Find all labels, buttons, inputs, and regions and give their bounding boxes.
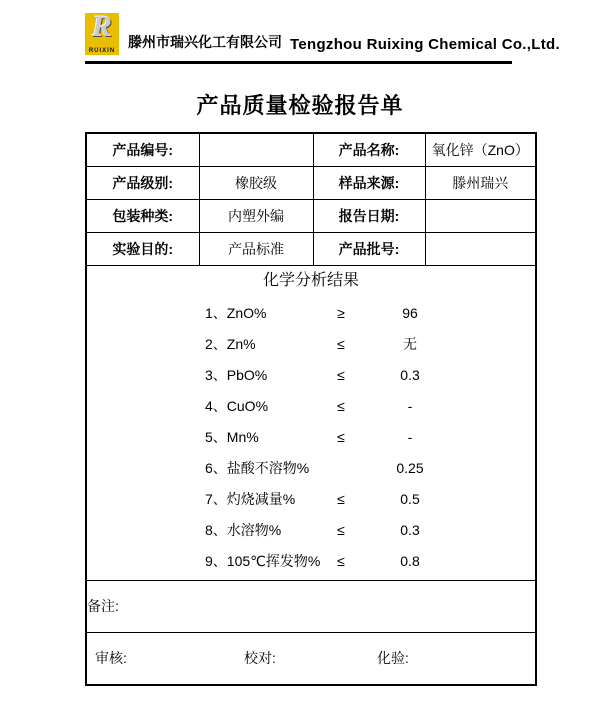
logo-brand-text: RUIXIN — [88, 48, 116, 54]
product-code-value — [199, 133, 313, 166]
product-name-label: 产品名称: — [313, 133, 425, 166]
table-row — [86, 199, 536, 232]
table-row — [86, 133, 536, 166]
product-code-label: 产品编号: — [86, 133, 199, 166]
analysis-item-name: 5、Mn% — [205, 429, 259, 445]
analysis-item-value: 0.3 — [400, 522, 420, 538]
analysis-item-value: 无 — [403, 336, 417, 352]
analysis-item-operator: ≤ — [337, 367, 345, 383]
proofread-label: 校对: — [244, 650, 276, 667]
analysis-item-name: 6、盐酸不溶物% — [205, 460, 310, 476]
analysis-item-value: 0.8 — [400, 553, 420, 569]
analysis-item-name: 4、CuO% — [205, 398, 269, 414]
analysis-heading: 化学分析结果 — [262, 271, 359, 289]
company-name-chinese: 滕州市瑞兴化工有限公司 — [128, 34, 282, 50]
package-type-value: 内塑外编 — [199, 199, 313, 232]
remarks-cell — [86, 580, 536, 632]
report-title: 产品质量检验报告单 — [196, 93, 404, 118]
analysis-item-pbo — [87, 360, 535, 391]
analysis-item-hcl-insoluble — [87, 453, 535, 484]
package-type-label: 包装种类: — [86, 199, 199, 232]
product-name-value: 氧化锌（ZnO） — [425, 133, 536, 166]
report-table — [85, 132, 537, 686]
analysis-item-operator: ≤ — [337, 553, 345, 569]
analysis-item-operator: ≤ — [337, 522, 345, 538]
analysis-item-name: 1、ZnO% — [205, 305, 267, 321]
analysis-item-value: 0.3 — [400, 367, 420, 383]
remarks-label: 备注: — [87, 598, 119, 614]
analysis-item-volatile-105c — [87, 546, 535, 577]
product-grade-label: 产品级别: — [86, 166, 199, 199]
analysis-item-operator: ≤ — [337, 336, 345, 352]
header-divider — [85, 61, 512, 64]
table-row — [86, 232, 536, 265]
analysis-item-mn — [87, 422, 535, 453]
analysis-item-name: 8、水溶物% — [205, 522, 282, 538]
analysis-item-zn — [87, 329, 535, 360]
analysis-section-row — [86, 265, 536, 580]
analysis-item-name: 7、灼烧减量% — [205, 491, 296, 507]
analysis-item-operator: ≤ — [337, 491, 345, 507]
analysis-item-water-soluble — [87, 515, 535, 546]
analysis-item-value: 0.25 — [396, 460, 424, 476]
signatures-row — [86, 632, 536, 685]
analysis-section — [86, 265, 536, 580]
report-date-label: 报告日期: — [313, 199, 425, 232]
logo-r-letter: R — [91, 10, 112, 43]
lab-test-label: 化验: — [377, 650, 409, 667]
analysis-item-cuo — [87, 391, 535, 422]
test-purpose-value: 产品标准 — [199, 232, 313, 265]
analysis-item-value: 0.5 — [400, 491, 420, 507]
analysis-item-name: 9、105℃挥发物% — [205, 553, 321, 569]
sample-source-value: 滕州瑞兴 — [425, 166, 536, 199]
table-row — [86, 166, 536, 199]
analysis-item-operator: ≥ — [337, 305, 345, 321]
report-date-value — [425, 199, 536, 232]
remarks-row — [86, 580, 536, 632]
company-header — [85, 10, 560, 55]
signatures-cell — [86, 632, 536, 685]
batch-number-label: 产品批号: — [313, 232, 425, 265]
analysis-item-value: - — [407, 398, 413, 414]
analysis-item-value: - — [407, 429, 413, 445]
analysis-item-ignition-loss — [87, 484, 535, 515]
test-purpose-label: 实验目的: — [86, 232, 199, 265]
reviewer-label: 审核: — [95, 650, 127, 667]
batch-number-value — [425, 232, 536, 265]
analysis-item-operator: ≤ — [337, 398, 345, 414]
analysis-item-name: 2、Zn% — [205, 336, 256, 352]
company-name-english: Tengzhou Ruixing Chemical Co.,Ltd. — [290, 36, 560, 53]
analysis-item-operator: ≤ — [337, 429, 345, 445]
analysis-item-value: 96 — [402, 305, 418, 321]
product-grade-value: 橡胶级 — [199, 166, 313, 199]
analysis-item-name: 3、PbO% — [205, 367, 268, 383]
analysis-item-zno — [87, 298, 535, 329]
sample-source-label: 样品来源: — [313, 166, 425, 199]
company-logo — [85, 10, 119, 55]
